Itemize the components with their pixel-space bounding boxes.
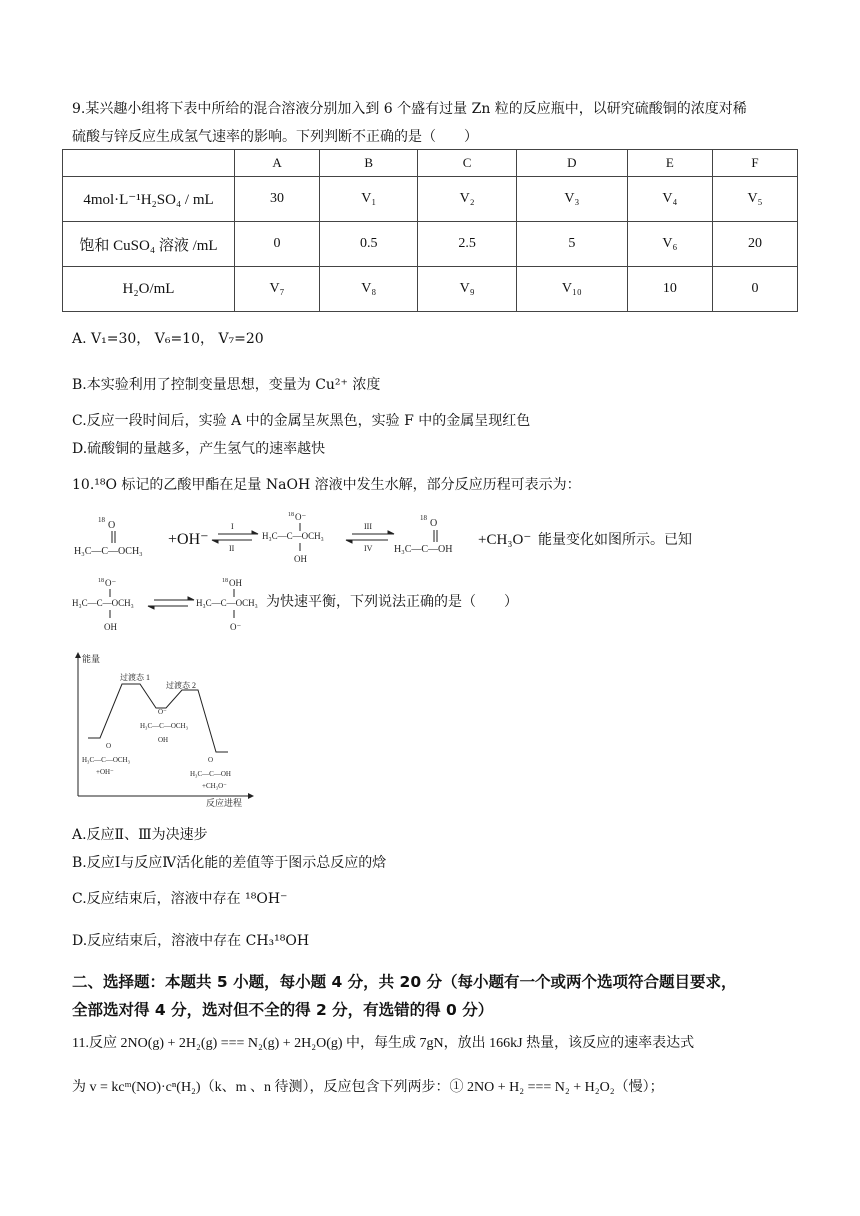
svg-text:II: II xyxy=(229,544,235,553)
q9-option-b: B.本实验利用了控制变量思想，变量为 Cu²⁺ 浓度 xyxy=(72,377,381,393)
q10-option-a: A.反应Ⅱ、Ⅲ为决速步 xyxy=(72,827,208,843)
y-axis-label: 能量 xyxy=(82,654,101,664)
table-header-cell: D xyxy=(516,150,627,177)
table-cell: V₈ xyxy=(320,267,418,312)
equilibrium-arrow-1-2 xyxy=(212,522,258,553)
table-header-cell: C xyxy=(418,150,516,177)
table-cell: 30 xyxy=(235,177,320,222)
section-2-heading-line2: 全部选对得 4 分，选对但不全的得 2 分，有选错的得 0 分） xyxy=(72,1001,494,1019)
q9-option-c: C.反应一段时间后，实验 A 中的金属呈灰黑色，实验 F 中的金属呈现红色 xyxy=(72,413,531,429)
svg-text:H₃C—C—OCH₃: H₃C—C—OCH₃ xyxy=(196,598,258,608)
table-cell: 5 xyxy=(516,222,627,267)
reactant-label xyxy=(82,742,131,776)
table-row xyxy=(63,177,798,222)
q10-option-c: C.反应结束后，溶液中存在 ¹⁸OH⁻ xyxy=(72,891,288,907)
section-2-heading-line1: 二、选择题：本题共 5 小题，每小题 4 分，共 20 分（每小题有一个或两个选项符合题目要求， xyxy=(72,973,737,991)
scheme2-tail-text: 为快速平衡，下列说法正确的是（ ） xyxy=(266,595,518,610)
svg-text:O⁻: O⁻ xyxy=(158,708,167,716)
reaction-scheme-2 xyxy=(70,572,630,638)
svg-text:18: 18 xyxy=(98,516,105,524)
table-cell: V₆ xyxy=(627,222,712,267)
q10-option-b: B.反应Ⅰ与反应Ⅳ活化能的差值等于图示总反应的焓 xyxy=(72,855,387,871)
energy-profile-diagram xyxy=(70,650,260,810)
svg-text:O: O xyxy=(106,742,112,750)
svg-text:OH: OH xyxy=(158,736,169,744)
svg-text:O⁻: O⁻ xyxy=(295,512,307,522)
q10-stem-line1: 10.¹⁸O 标记的乙酸甲酯在足量 NaOH 溶液中发生水解，部分反应历程可表示为： xyxy=(72,477,581,493)
svg-text:H₃C—C—OH: H₃C—C—OH xyxy=(394,544,453,555)
table-cell: 20 xyxy=(712,222,797,267)
svg-text:H₃C—C—OCH₃: H₃C—C—OCH₃ xyxy=(262,531,324,541)
plus-oh: +OH⁻ xyxy=(168,531,209,548)
svg-text:H₃C—C—OCH₃: H₃C—C—OCH₃ xyxy=(72,598,134,608)
row-label: H₂O/mL xyxy=(63,267,235,312)
intermediate-proton-transfer xyxy=(196,578,258,632)
row-label: 饱和 CuSO₄ 溶液 /mL xyxy=(63,222,235,267)
table-cell: 0 xyxy=(712,267,797,312)
table-cell: V₃ xyxy=(516,177,627,222)
table-row xyxy=(63,222,798,267)
transition-state-1-label: 过渡态 1 xyxy=(120,673,150,682)
intermediate-label xyxy=(140,708,189,744)
table-cell: 2.5 xyxy=(418,222,516,267)
table-cell: V₇ xyxy=(235,267,320,312)
svg-text:H₃C—C—OCH₃: H₃C—C—OCH₃ xyxy=(74,546,143,557)
table-header-cell: B xyxy=(320,150,418,177)
table-header-cell xyxy=(63,150,235,177)
svg-text:H₃C—C—OCH₃: H₃C—C—OCH₃ xyxy=(140,722,189,730)
svg-text:+CH₃O⁻: +CH₃O⁻ xyxy=(202,782,227,790)
table-header-cell: E xyxy=(627,150,712,177)
row-label: 4mol·L⁻¹H₂SO₄ / mL xyxy=(63,177,235,222)
svg-text:OH: OH xyxy=(229,578,242,588)
table-cell: V₂ xyxy=(418,177,516,222)
q9-option-a: A. V₁=30， V₆=10， V₇=20 xyxy=(72,331,264,347)
svg-text:+CH₃O⁻: +CH₃O⁻ xyxy=(478,532,532,548)
svg-text:18: 18 xyxy=(288,512,294,518)
table-cell: V₁ xyxy=(320,177,418,222)
q10-option-d: D.反应结束后，溶液中存在 CH₃¹⁸OH xyxy=(72,933,310,949)
table-cell: 0.5 xyxy=(320,222,418,267)
table-cell: 0 xyxy=(235,222,320,267)
table-row xyxy=(63,267,798,312)
acetic-acid-structure xyxy=(394,514,453,555)
q9-option-d: D.硫酸铜的量越多，产生氢气的速率越快 xyxy=(72,441,326,457)
svg-text:H₃C—C—OCH₃: H₃C—C—OCH₃ xyxy=(82,756,131,764)
table-header-row xyxy=(63,150,798,177)
reaction-scheme-1 xyxy=(70,506,710,570)
methyl-acetate-structure xyxy=(74,516,143,557)
q9-data-table xyxy=(62,149,798,312)
q9-stem-line2: 硫酸与锌反应生成氢气速率的影响。下列判断不正确的是（ ） xyxy=(72,129,478,145)
svg-text:18: 18 xyxy=(98,578,104,584)
table-header-cell: F xyxy=(712,150,797,177)
x-axis-label: 反应进程 xyxy=(206,798,243,808)
fast-equilibrium-arrow xyxy=(148,597,194,609)
q9-stem-line1: 9.某兴趣小组将下表中所给的混合溶液分别加入到 6 个盛有过量 Zn 粒的反应瓶中，以研究硫酸铜的浓度对稀 xyxy=(72,101,747,117)
q11-stem-line1: 11.反应 2NO(g) + 2H₂(g) === N₂(g) + 2H₂O(g) 中，每生成 7gN，放出 166kJ 热量，该反应的速率表达式 xyxy=(72,1036,695,1051)
svg-text:OH: OH xyxy=(294,554,307,564)
table-cell: V₄ xyxy=(627,177,712,222)
scheme-tail-text: 能量变化如图所示。已知 xyxy=(538,533,692,548)
svg-text:O: O xyxy=(208,756,214,764)
table-cell: 10 xyxy=(627,267,712,312)
table-cell: V₁₀ xyxy=(516,267,627,312)
svg-text:O: O xyxy=(430,518,438,529)
transition-state-2-label: 过渡态 2 xyxy=(166,681,196,690)
equilibrium-arrow-3-4 xyxy=(346,522,394,553)
svg-text:IV: IV xyxy=(364,544,373,553)
q11-stem-line2: 为 v = kcᵐ(NO)·cⁿ(H₂)（k、m 、n 待测），反应包含下列两步：① 2NO + H₂ === N₂ + H₂O₂（慢）； xyxy=(72,1080,664,1095)
tetrahedral-intermediate xyxy=(262,512,324,564)
product-label xyxy=(190,756,231,790)
intermediate-anion xyxy=(72,578,134,632)
svg-text:O⁻: O⁻ xyxy=(230,622,242,632)
svg-text:+OH⁻: +OH⁻ xyxy=(96,768,114,776)
table-cell: V₅ xyxy=(712,177,797,222)
svg-text:18: 18 xyxy=(420,514,427,522)
table-cell: V₉ xyxy=(418,267,516,312)
svg-text:OH: OH xyxy=(104,622,117,632)
svg-text:18: 18 xyxy=(222,578,228,584)
table-header-cell: A xyxy=(235,150,320,177)
svg-text:O: O xyxy=(108,520,116,531)
svg-text:I: I xyxy=(231,522,234,531)
svg-text:H₃C—C—OH: H₃C—C—OH xyxy=(190,770,231,778)
svg-text:O⁻: O⁻ xyxy=(105,578,117,588)
svg-text:III: III xyxy=(364,522,372,531)
